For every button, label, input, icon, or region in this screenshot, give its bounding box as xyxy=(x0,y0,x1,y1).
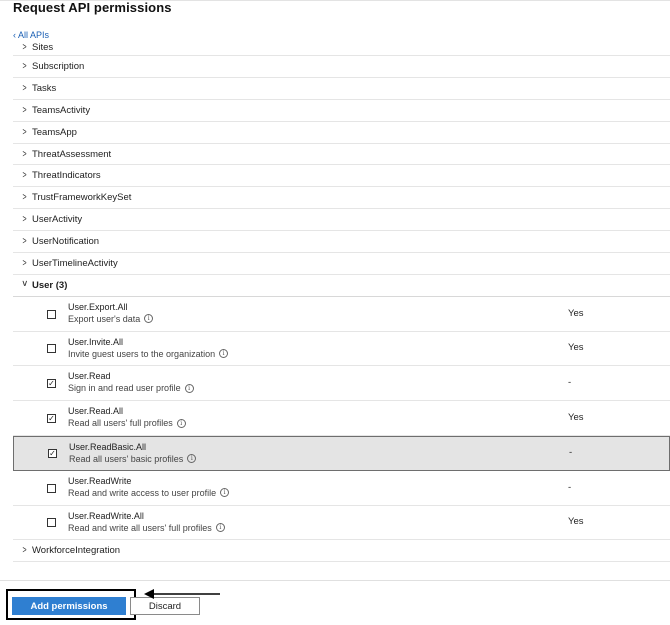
permission-name: User.ReadBasic.All xyxy=(69,441,147,452)
permission-description: Export user's data xyxy=(68,313,141,324)
api-row-tasks[interactable] xyxy=(13,78,670,100)
permission-row-user-readbasic-all[interactable] xyxy=(13,436,670,471)
api-row-threatassessment[interactable] xyxy=(13,144,670,166)
chevron-right-icon: > xyxy=(22,236,27,248)
info-icon[interactable]: i xyxy=(144,314,153,323)
chevron-right-icon: > xyxy=(22,126,27,138)
admin-consent-value: Yes xyxy=(568,412,584,424)
info-icon[interactable]: i xyxy=(185,384,194,393)
permission-checkbox[interactable]: ✓ xyxy=(49,449,56,459)
admin-consent-value: Yes xyxy=(568,342,584,354)
api-label: UserNotification xyxy=(32,236,100,248)
api-label: UserActivity xyxy=(32,214,83,226)
info-icon[interactable]: i xyxy=(177,419,186,428)
permission-name: User.ReadWrite.All xyxy=(68,510,144,521)
api-row-useractivity[interactable] xyxy=(13,209,670,231)
permission-checkbox[interactable] xyxy=(47,484,56,493)
permission-row-user-export-all[interactable] xyxy=(13,297,670,332)
api-row-subscription[interactable] xyxy=(13,56,670,78)
api-row-sites[interactable] xyxy=(13,39,670,56)
page-title: Request API permissions xyxy=(13,0,172,15)
api-label: TeamsActivity xyxy=(32,104,91,116)
permission-name: User.ReadWrite xyxy=(68,475,132,486)
api-group-label: User (3) xyxy=(32,279,68,291)
api-label: TrustFrameworkKeySet xyxy=(32,192,132,204)
chevron-right-icon: > xyxy=(22,545,27,557)
info-icon[interactable]: i xyxy=(220,488,229,497)
add-permissions-button[interactable]: Add permissions xyxy=(12,597,126,615)
api-row-threatindicators[interactable] xyxy=(13,165,670,187)
chevron-right-icon: > xyxy=(22,148,27,160)
permission-description: Read all users' full profiles xyxy=(68,418,173,429)
permission-row-user-read[interactable] xyxy=(13,366,670,401)
api-label: UserTimelineActivity xyxy=(32,257,118,269)
chevron-right-icon: > xyxy=(22,82,27,94)
api-group-user[interactable] xyxy=(13,275,670,297)
permission-description: Sign in and read user profile xyxy=(68,383,181,394)
chevron-right-icon: > xyxy=(22,257,27,269)
permission-description: Read all users' basic profiles xyxy=(69,453,184,464)
api-row-teamsactivity[interactable] xyxy=(13,100,670,122)
permission-name: User.Read.All xyxy=(68,406,124,417)
admin-consent-value: - xyxy=(568,481,572,493)
chevron-right-icon: > xyxy=(22,170,27,182)
api-row-usertimelineactivity[interactable] xyxy=(13,253,670,275)
api-row-usernotification[interactable] xyxy=(13,231,670,253)
permission-row-user-read-all[interactable] xyxy=(13,401,670,436)
api-row-teamsapp[interactable] xyxy=(13,122,670,144)
info-icon[interactable]: i xyxy=(187,454,196,463)
permission-row-user-readwrite[interactable] xyxy=(13,471,670,506)
api-row-workforceintegration[interactable] xyxy=(13,540,670,562)
permission-description: Invite guest users to the organization xyxy=(68,348,216,359)
permission-name: User.Invite.All xyxy=(68,336,124,347)
api-label: Sites xyxy=(32,41,54,53)
permission-checkbox[interactable] xyxy=(47,518,56,527)
chevron-right-icon: > xyxy=(22,104,27,116)
discard-button[interactable]: Discard xyxy=(130,597,200,615)
permission-checkbox[interactable]: ✓ xyxy=(48,414,55,424)
admin-consent-value: - xyxy=(569,447,573,459)
chevron-right-icon: > xyxy=(22,60,27,72)
permission-row-user-readwrite-all[interactable] xyxy=(13,506,670,541)
info-icon[interactable]: i xyxy=(219,349,228,358)
api-label: TeamsApp xyxy=(32,126,77,138)
permission-checkbox[interactable] xyxy=(47,344,56,353)
api-label: ThreatIndicators xyxy=(32,170,101,182)
admin-consent-value: Yes xyxy=(568,516,584,528)
permission-description: Read and write access to user profile xyxy=(68,487,217,498)
footer-divider xyxy=(0,580,670,581)
all-apis-label: All APIs xyxy=(18,30,50,40)
info-icon[interactable]: i xyxy=(216,523,225,532)
permission-row-user-invite-all[interactable] xyxy=(13,332,670,367)
api-label: Subscription xyxy=(32,60,85,72)
arrow-icon xyxy=(142,587,222,601)
chevron-left-icon: ‹ xyxy=(13,29,16,40)
permission-checkbox[interactable]: ✓ xyxy=(48,379,55,389)
api-label: ThreatAssessment xyxy=(32,148,112,160)
api-label: Tasks xyxy=(32,82,57,94)
chevron-right-icon: > xyxy=(22,41,27,53)
chevron-down-icon: > xyxy=(19,280,29,287)
chevron-right-icon: > xyxy=(22,192,27,204)
admin-consent-value: Yes xyxy=(568,307,584,319)
permission-name: User.Read xyxy=(68,371,111,382)
permission-description: Read and write all users' full profiles xyxy=(68,522,212,533)
api-list xyxy=(13,39,670,562)
api-label: WorkforceIntegration xyxy=(32,545,121,557)
permission-name: User.Export.All xyxy=(68,301,128,312)
api-row-trustframeworkkeyset[interactable] xyxy=(13,187,670,209)
permission-checkbox[interactable] xyxy=(47,310,56,319)
admin-consent-value: - xyxy=(568,377,572,389)
chevron-right-icon: > xyxy=(22,214,27,226)
